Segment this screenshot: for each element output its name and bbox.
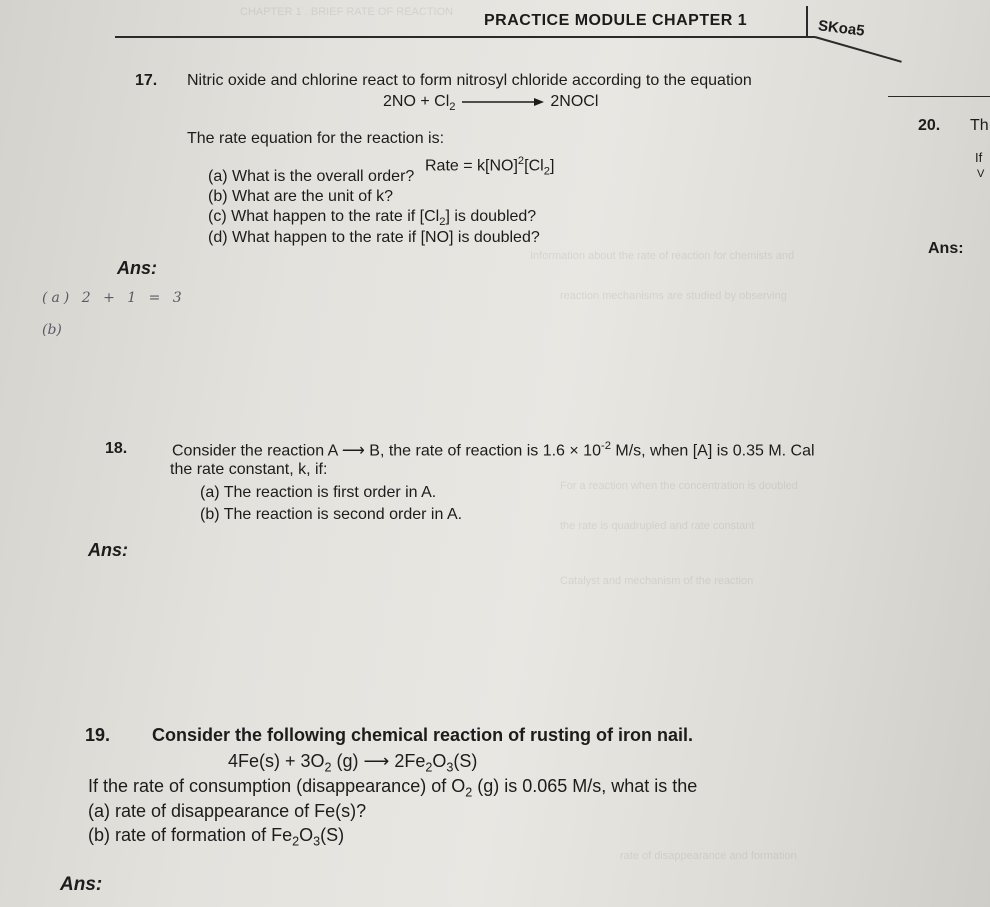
q19-line-b: (g) is 0.065 M/s, what is the xyxy=(472,776,698,796)
q19-eq-a: 4Fe(s) + 3O xyxy=(228,751,325,771)
q17-part-c-sub: 2 xyxy=(439,216,446,229)
q17-number: 17. xyxy=(135,72,158,89)
q19-eq-d: (S) xyxy=(453,751,478,771)
q17-rate-b: [Cl xyxy=(524,157,544,175)
q18-part-a: (a) The reaction is first order in A. xyxy=(200,484,437,501)
q20-fragment-2: V xyxy=(977,168,985,180)
q19-eq-c: O xyxy=(432,751,447,771)
q17-part-d: (d) What happen to the rate if [NO] is doubled? xyxy=(208,229,540,246)
q17-answer-label: Ans: xyxy=(117,258,157,278)
q17-rate-sub: 2 xyxy=(543,165,550,178)
q20-number: 20. xyxy=(918,117,941,134)
q19-intro: Consider the following chemical reaction of rusting of iron nail. xyxy=(152,725,694,745)
q19-eq-sub2: 2 xyxy=(425,760,433,775)
q19-equation xyxy=(228,751,477,775)
q19-part-b-sub1: 2 xyxy=(292,834,300,849)
q20-fragment-1: If xyxy=(975,150,983,165)
q17-handwritten-b: (b) xyxy=(42,322,62,338)
q17-equation xyxy=(383,93,598,113)
header-divider xyxy=(806,6,808,38)
q19-part-b-c: (S) xyxy=(320,825,345,845)
q17-eq-right: 2NOCl xyxy=(550,93,599,110)
reaction-arrow-icon xyxy=(462,96,544,108)
header-rule xyxy=(115,36,815,38)
q18-answer-label: Ans: xyxy=(88,540,128,560)
q17-handwritten-a: (a) 2 + 1 = 3 xyxy=(42,290,186,306)
q17-rate-sup: 2 xyxy=(517,155,525,167)
q19-eq-sub3: 3 xyxy=(446,760,454,775)
q17-rate-a: Rate = k[NO] xyxy=(425,157,518,175)
q17-rate-c: ] xyxy=(549,157,555,175)
q19-answer-label: Ans: xyxy=(60,874,103,895)
q17-intro: Nitric oxide and chlorine react to form nitrosyl chloride according to the equation xyxy=(187,72,752,89)
q19-line-sub: 2 xyxy=(465,785,473,800)
q18-line1 xyxy=(172,440,815,460)
q18-line2: the rate constant, k, if: xyxy=(170,461,328,478)
header-title: PRACTICE MODULE CHAPTER 1 xyxy=(484,12,748,29)
q20-answer-label: Ans: xyxy=(928,240,964,257)
header-rule-slant xyxy=(815,36,902,63)
q17-part-c xyxy=(208,208,536,228)
q19-line-a: If the rate of consumption (disappearance) of O xyxy=(88,776,466,796)
q17-rate-intro: The rate equation for the reaction is: xyxy=(187,130,445,147)
q18-line1-b: M/s, when [A] is 0.35 M. Cal xyxy=(610,442,815,460)
q17-eq-left-sub: 2 xyxy=(449,101,456,114)
q19-line xyxy=(88,776,697,800)
q19-part-a: (a) rate of disappearance of Fe(s)? xyxy=(88,801,367,821)
q18-line1-sup: -2 xyxy=(600,440,611,452)
q19-part-b-a: (b) rate of formation of Fe xyxy=(88,825,293,845)
q19-eq-sub1: 2 xyxy=(324,760,332,775)
q19-eq-b: (g) ⟶ 2Fe xyxy=(331,751,426,771)
q17-part-a: (a) What is the overall order? xyxy=(208,168,415,185)
q19-part-b-sub2: 3 xyxy=(313,834,321,849)
q17-eq-left: 2NO + Cl xyxy=(383,93,450,110)
q19-part-b xyxy=(88,825,344,849)
q17-rate-equation xyxy=(425,155,554,178)
q17-part-b: (b) What are the unit of k? xyxy=(208,188,393,205)
q18-part-b: (b) The reaction is second order in A. xyxy=(200,506,463,523)
q19-number: 19. xyxy=(85,725,111,745)
q18-line1-a: Consider the reaction A ⟶ B, the rate of reaction is 1.6 × 10 xyxy=(172,442,601,460)
q18-number: 18. xyxy=(105,440,128,457)
q20-top-rule xyxy=(888,96,990,97)
header-stamp: SKoa5 xyxy=(817,17,866,40)
q19-part-b-b: O xyxy=(299,825,314,845)
q20-text: Th xyxy=(970,117,989,134)
q17-part-c-b: ] is doubled? xyxy=(445,208,537,225)
q17-part-c-a: (c) What happen to the rate if [Cl xyxy=(208,208,440,225)
